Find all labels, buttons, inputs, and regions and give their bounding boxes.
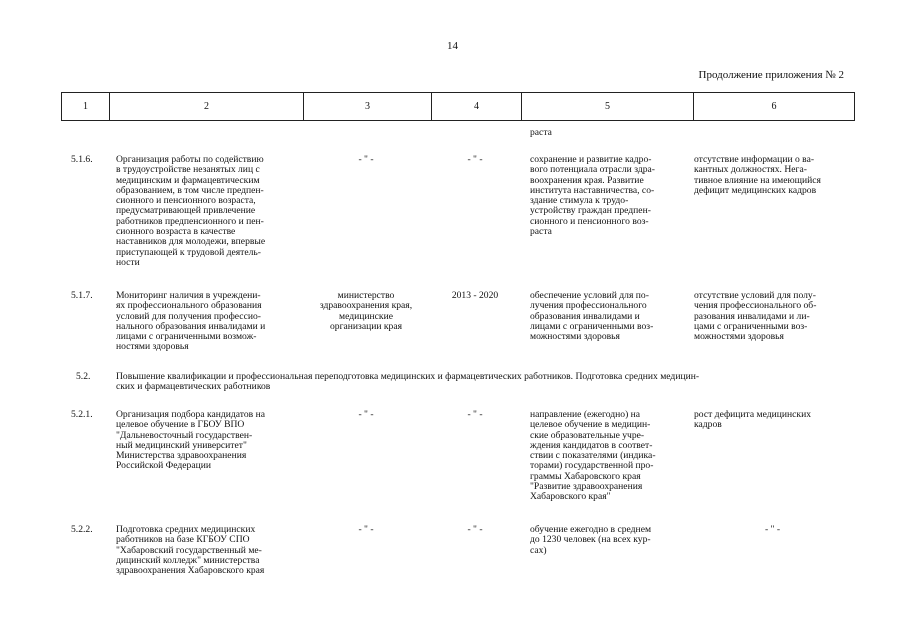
executor-text: министерство здравоохранения края, медицинские организации края bbox=[319, 290, 413, 332]
header-col-3: 3 bbox=[303, 93, 431, 120]
result-text: обеспечение условий для по- лучения профессионального образования инвалидами и лицами с ограниченными воз- можностями здоровья bbox=[530, 290, 654, 343]
row-number: 5.1.7. bbox=[71, 290, 93, 301]
continuation-label: Продолжение приложения № 2 bbox=[698, 69, 844, 81]
consequence-text: - " - bbox=[764, 524, 781, 535]
result-text: сохранение и развитие кадро- вого потенциала отрасли здра- воохранения края. Развитие института наставничества, со- здание стимула к трудо- устройству граждан предпен- сионного и пенсионного воз- раста bbox=[530, 154, 655, 238]
consequence-text: отсутствие условий для полу- чения профессионального об- разования инвалидами и ли- цами с ограниченными воз- можностями здоровья bbox=[694, 290, 817, 343]
header-col-5: 5 bbox=[521, 93, 693, 120]
term-text: - " - bbox=[467, 409, 483, 420]
header-col-4: 4 bbox=[431, 93, 521, 120]
term-text: 2013 - 2020 bbox=[451, 290, 499, 301]
table-header bbox=[61, 92, 855, 121]
measure-text: Организация работы по содействию в трудоустройстве незанятых лиц с медицинским и фармацевтическим образованием, в том числе предпен- сионного и пенсионного возраста, предусматривающей привлечение работников предпенсионного и пен- сионного возраста в качестве наставников для молодежи, впервые приступающей к трудовой деятель- ности bbox=[116, 154, 266, 268]
measure-text: Мониторинг наличия в учреждени- ях профессионального образования условий для получения профессио- нального образования инвалидами и лицами с ограниченными возмож- ностями здоровья bbox=[116, 290, 266, 353]
result-text: направление (ежегодно) на целевое обучение в медицин- ские образовательные учре- ждения кандидатов в соответ- ствии с показателями (индика- торами) государственной про- граммы Хабаровского края "Развитие здравоохранения Хабаровского края" bbox=[530, 409, 656, 503]
row-number: 5.2.2. bbox=[71, 524, 93, 535]
result-text: обучение ежегодно в среднем до 1230 человек (на всех кур- сах) bbox=[530, 524, 652, 556]
page-number: 14 bbox=[447, 40, 458, 52]
executor-text: - " - bbox=[358, 154, 374, 165]
header-col-1: 1 bbox=[83, 101, 88, 112]
executor-text: - " - bbox=[358, 409, 374, 420]
top-fragment: раста bbox=[530, 127, 552, 138]
measure-text: Подготовка средних медицинских работников на базе КГБОУ СПО "Хабаровский государственный ме- дицинский колледж" министерства здравоохранения Хабаровского края bbox=[116, 524, 265, 577]
term-text: - " - bbox=[467, 154, 483, 165]
measure-text: Организация подбора кандидатов на целевое обучение в ГБОУ ВПО "Дальневосточный государствен- ный медицинский университет" Министерства здравоохранения Российской Федерации bbox=[116, 409, 265, 472]
header-col-6: 6 bbox=[693, 93, 854, 120]
row-number: 5.2.1. bbox=[71, 409, 93, 420]
executor-text: - " - bbox=[358, 524, 374, 535]
row-number: 5.1.6. bbox=[71, 154, 93, 165]
term-text: - " - bbox=[467, 524, 483, 535]
header-col-2: 2 bbox=[109, 93, 303, 120]
consequence-text: отсутствие информации о ва- кантных должностях. Нега- тивное влияние на имеющийся дефицит медицинских кадров bbox=[694, 154, 821, 196]
consequence-text: рост дефицита медицинских кадров bbox=[694, 409, 811, 431]
section-title: Повышение квалификации и профессиональная переподготовка медицинских и фармацевтических работников. Подготовка средних медицин- ских и фармацевтических работников bbox=[116, 371, 700, 393]
section-number: 5.2. bbox=[76, 371, 91, 382]
